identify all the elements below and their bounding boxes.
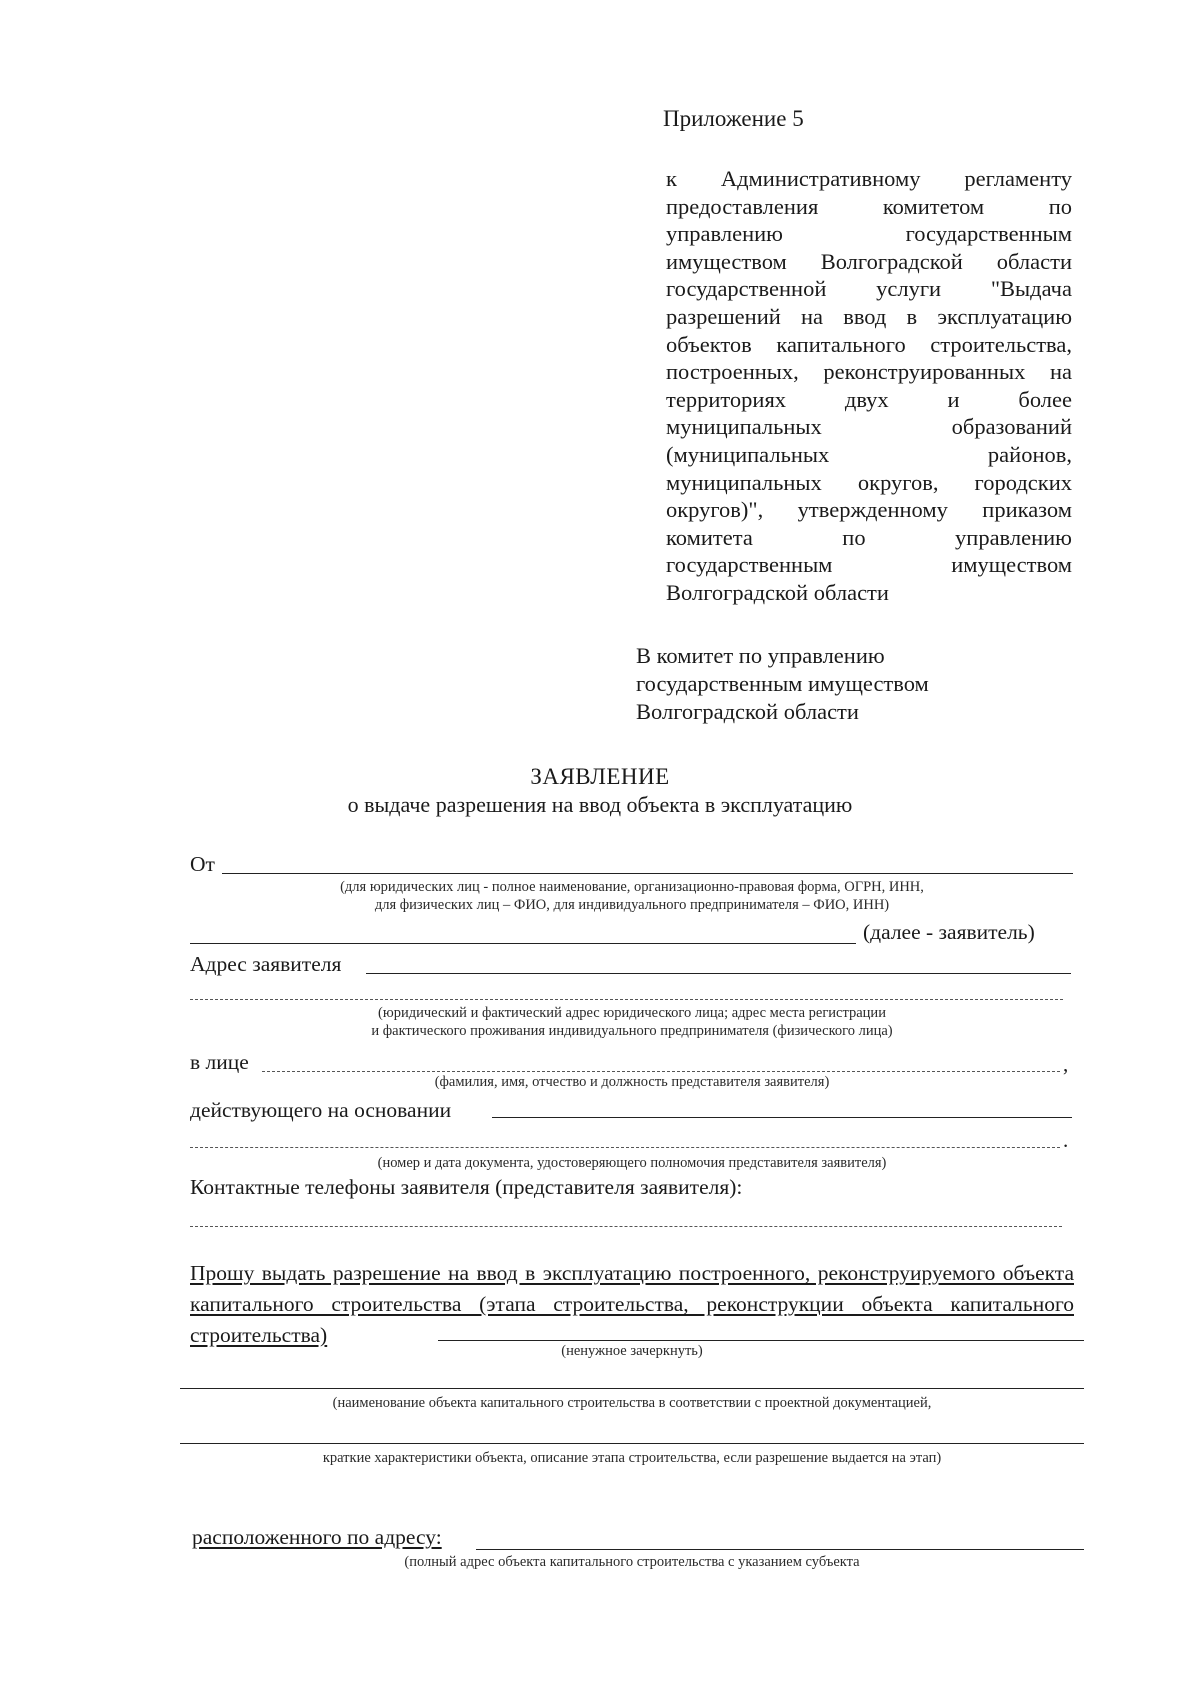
basis-field-line-2[interactable] — [190, 1147, 1060, 1148]
applicant-suffix: (далее - заявитель) — [863, 920, 1035, 944]
hint-line: для физических лиц – ФИО, для индивидуального предпринимателя – ФИО, ИНН) — [374, 897, 890, 913]
hint-line: (для юридических лиц - полное наименование, организационно-правовая форма, ОГРН, ИНН, — [340, 879, 924, 895]
basis-period: . — [1063, 1128, 1069, 1152]
person-label: в лице — [190, 1050, 249, 1074]
object-field-line-2[interactable] — [180, 1443, 1084, 1444]
from-label: От — [190, 852, 215, 876]
request-text: Прошу выдать разрешение на ввод в эксплуатацию построенного, реконструируемого объекта капитального строительства (этапа строительства, реконструкции объекта капитального строительства) — [190, 1261, 1074, 1347]
address-field-line[interactable] — [366, 973, 1071, 974]
appendix-title: Приложение 5 — [663, 106, 804, 131]
from-field-line[interactable] — [222, 873, 1073, 874]
addressee-block — [636, 642, 1036, 726]
request-hint: (ненужное зачеркнуть) — [561, 1343, 703, 1359]
location-field-line[interactable] — [476, 1549, 1084, 1550]
phones-field-line[interactable] — [190, 1226, 1062, 1227]
from-hint — [190, 878, 1074, 914]
basis-label: действующего на основании — [190, 1098, 452, 1122]
object-field-line[interactable] — [180, 1388, 1084, 1389]
hint-line: (юридический и фактический адрес юридического лица; адрес места регистрации — [378, 1005, 886, 1021]
request-tail-line — [438, 1340, 1084, 1341]
addressee-line: государственным имуществом — [636, 671, 929, 696]
person-field-line[interactable] — [262, 1071, 1060, 1072]
addressee-line: В комитет по управлению — [636, 643, 885, 668]
address-hint — [190, 1004, 1074, 1040]
phones-label: Контактные телефоны заявителя (представителя заявителя): — [190, 1175, 743, 1199]
addressee-line: Волгоградской области — [636, 699, 859, 724]
basis-hint: (номер и дата документа, удостоверяющего полномочия представителя заявителя) — [377, 1155, 887, 1171]
location-label: расположенного по адресу: — [192, 1525, 442, 1549]
location-hint: (полный адрес объекта капитального строительства с указанием субъекта — [404, 1554, 860, 1570]
document-title: ЗАЯВЛЕНИЕ — [530, 764, 670, 789]
document-subtitle: о выдаче разрешения на ввод объекта в эксплуатацию — [347, 792, 853, 817]
basis-field-line[interactable] — [492, 1117, 1072, 1118]
person-comma: , — [1063, 1052, 1069, 1076]
from-field-line-2[interactable] — [190, 943, 856, 944]
address-label: Адрес заявителя — [190, 952, 342, 976]
object-hint-2: краткие характеристики объекта, описание этапа строительства, если разрешение выдается на этап) — [322, 1450, 942, 1466]
appendix-text: к Административному регламенту предоставления комитетом по управлению государственным имуществом Волгоградской области государственной услуги "Выдача разрешений на ввод в эксплуатацию объектов капитального строительства, построенных, реконструированных на территориях двух и более муниципальных образований (муниципальных районов, муниципальных округов, городских округов)", утвержденному приказом комитета по управлению государственным имуществом Волгоградской области — [666, 166, 1072, 605]
object-hint-1: (наименование объекта капитального строительства в соответствии с проектной документацией, — [332, 1395, 932, 1411]
address-field-line-2[interactable] — [190, 999, 1063, 1000]
hint-line: и фактического проживания индивидуального предпринимателя (физического лица) — [371, 1023, 893, 1039]
person-hint: (фамилия, имя, отчество и должность представителя заявителя) — [434, 1074, 830, 1090]
